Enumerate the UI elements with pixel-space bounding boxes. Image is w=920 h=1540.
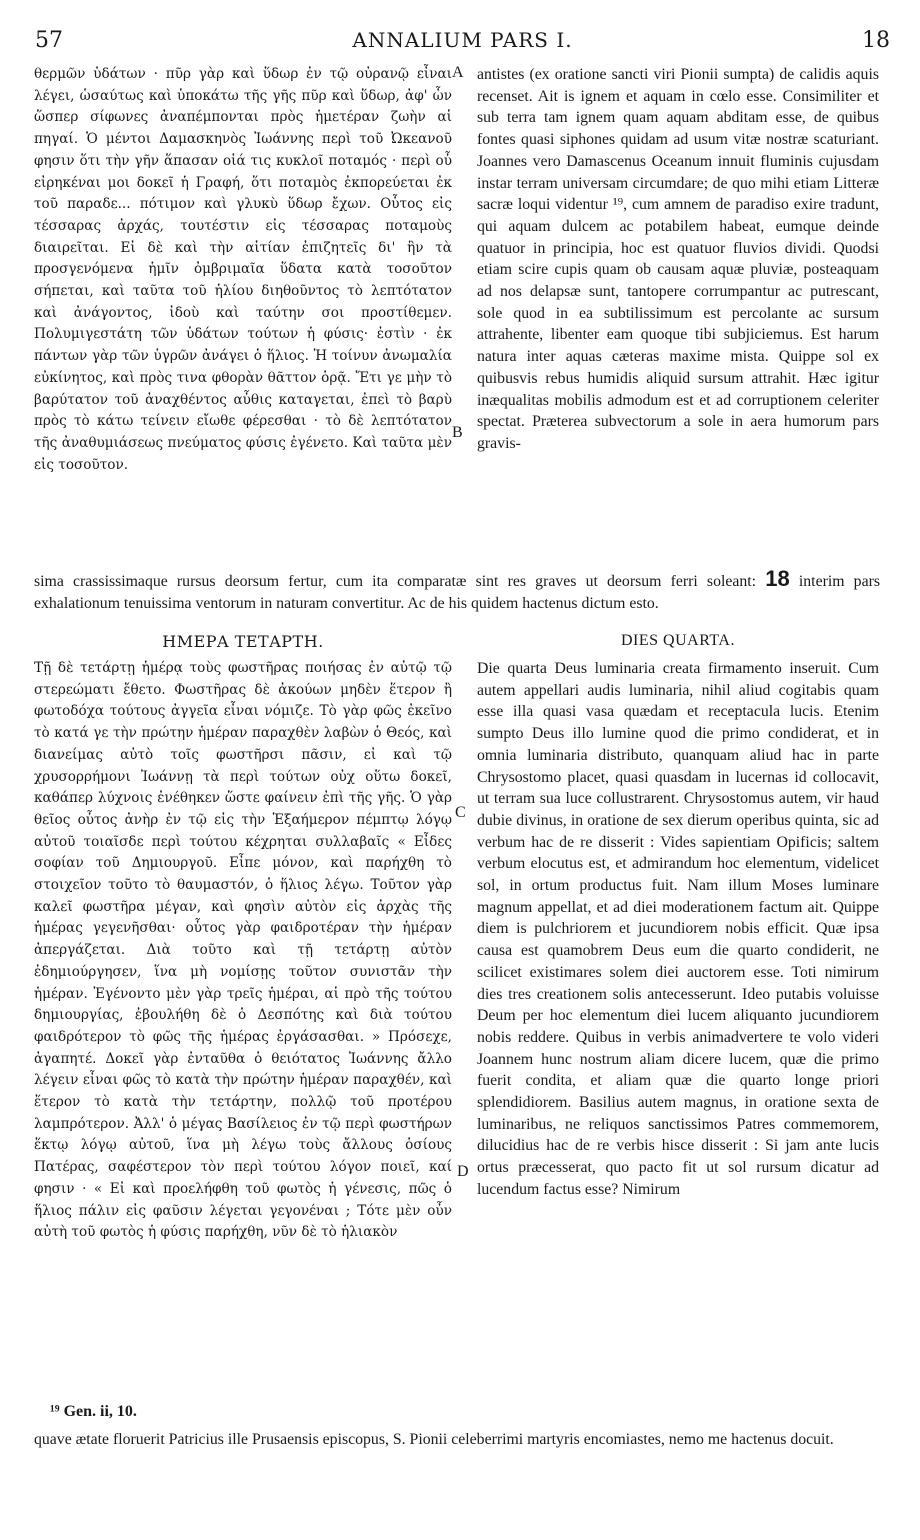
bottom-note: quave ætate floruerit Patricius ille Prusaensis episcopus, S. Pionii celeberrimi martyris encomiastes, nemo me hactenus docuit. <box>34 1431 834 1448</box>
page-number-right: 18 <box>862 28 890 53</box>
greek-paragraph-bottom: Τῇ δὲ τετάρτῃ ἡμέρᾳ τοὺς φωστῆρας ποιήσας ἐν αὐτῷ τῷ στερεώματι ἔθετο. Φωστῆρας δὲ ἀκούων μηδὲν ἕτερον ἢ φωτοδόχα τούτους ἀγγεῖα εἶναι νόμιζε. Τὸ γὰρ φῶς ἐκεῖνο τὸ κατά γε τὴν πρώτην ἡμέραν παραχθὲν λαβὼν ὁ Θεός, καὶ διανείμας αὐτὸ τοῖς φωστῆρσι πᾶσιν, εἰ καὶ τῷ χρυσορρήμονι Ἰωάννῃ τὰ περὶ τούτων οὐχ οὕτω δοκεῖ, καθάπερ λύχνοις ἐνέθηκεν ὥστε φαίνειν ἐπὶ τῆς γῆς. Ὁ γὰρ θεῖος οὗτος ἀνὴρ ἐν τῷ εἰς τὴν Ἑξαήμερον πέμπτῳ λόγῳ αὐτοῦ τοιαῖσδε περὶ τούτου κέχρηται συλλαβαῖς « Εἶδες σοφίαν τοῦ Δημιουργοῦ. Εἶπε μόνον, καὶ παρήχθη τὸ στοιχεῖον τοῦτο τὸ θαυμαστόν, ὁ ἥλιος λέγω. Τοῦτον γὰρ καλεῖ φωστῆρα μέγαν, καὶ φησὶν αὐτὸν εἰς ἀρχὰς τῆς ἡμέρας γεγενῆσθαι· οὗτος γὰρ φαιδροτέραν τὴν ἡμέραν ἀπεργάζεται. Διὰ τοῦτο καὶ τῇ τετάρτῃ αὐτὸν ἐδημιούργησεν, ἵνα μὴ νομίσῃς τοῦτον συνιστᾶν τὴν ἡμέραν. Ἐγένοντο μὲν γὰρ τρεῖς ἡμέραι, αἱ πρὸ τῆς τούτου δημιουργίας, ἐβουλήθη δὲ ὁ Δεσπότης καὶ διὰ τούτου φαιδρότερον τὸ φῶς τῆς ἡμέρας ἐργάσασθαι. » Πρόσεχε, ἀγαπητέ. Δοκεῖ γὰρ ἐνταῦθα ὁ θειότατος Ἰωάννης ἄλλο λέγειν εἶναι φῶς τὸ κατὰ τὴν πρώτην ἡμέραν παραχθέν, καὶ ἕτερον τὸ κατὰ τὴν τετάρτην, πολλῷ τοῦ προτέρου λαμπρότερον. Ἀλλ' ὁ μέγας Βασίλειος ἐν τῷ περὶ φωστήρων ἕκτῳ λόγῳ αὐτοῦ, ἵνα μὴ λέγω τοὺς ἄλλους ὁσίους Πατέρας, σαφέστερον τὸν περὶ τούτου λόγον ποιεῖ, καί φησιν · « Εἰ καὶ προελήφθη τοῦ φωτὸς ἡ γένεσις, πῶς ὁ ἥλιος πάλιν εἰς φαῦσιν λέγεται γεγονέναι ; Τότε μὲν οὖν αὐτὴ τοῦ φωτὸς ἡ φύσις παρήχθη, νῦν δὲ τὸ ἡλιακὸν <box>34 660 452 1241</box>
page-number-left: 57 <box>35 28 63 53</box>
latin-section-heading: DIES QUARTA. <box>621 632 735 649</box>
latin-paragraph-bottom: Die quarta Deus luminaria creata firmamento inseruit. Cum autem appellari audis luminaria, nihil aliud cogitabis quam esse illa quasi vasa quædam et receptacula lucis. Etenim sumpto Deus illo lumine quod die primo condiderat, et in omnia luminaria distributo, quanquam aliud hac in parte Chrysostomo placet, quasi quasdam in lucernas id collocavit, ut terram sua luce collustrarent. Chrysostomus autem, vir haud dubie divinus, in oratione de sex dierum operibus quinta, sic ad verbum hac de re disserit : Vides sapientiam Opificis; saltem verbum elocutus est, et admirandum hoc elementum, videlicet sol, in ortum productus fuit. Nam illum Moses luminare magnum appellat, et ad diei moderationem factum ait. Quippe diem is pulchriorem et jucundiorem nobis efficit. Quæ ipsa causa est quamobrem Deus eum die quarto condiderit, ne scilicet existimares solem diei auctorem esse. Toti nimirum dies tres creationem solis antecesserunt. Ideo putabis voluisse Deum per hoc elementum diei lucem aliquanto jucundiorem nobis reddere. Quibus in verbis animadvertere te volo videri Joannem hunc nostrum aliam dicere lucem, quæ die primo fuerit condita, et aliam quæ die quarto longe priori splendidiorem. Basilius autem magnus, in oratione sexta de luminaribus, ne reliquos sanctissimos Patres commemorem, dilucidius hac de re verbis hisce disserit : Si jam ante lucis ortus præcesserat, quo pacto fit ut sol rursum dicatur ad lucendum factus esse? Nimirum <box>477 660 879 1198</box>
greek-column-top <box>34 64 452 476</box>
margin-marker-b: B <box>452 424 463 441</box>
footnote: ¹⁹ Gen. ii, 10. <box>50 1403 137 1420</box>
latin-column-top <box>477 64 879 455</box>
running-title: ANNALIUM PARS I. <box>352 28 573 52</box>
latin-column-bottom <box>477 658 879 1201</box>
margin-marker-c: C <box>455 804 466 821</box>
greek-paragraph-top: θερμῶν ὑδάτων · πῦρ γὰρ καὶ ὕδωρ ἐν τῷ οὐρανῷ εἶναι λέγει, ὡσαύτως καὶ ὑποκάτω τῆς γῆς πῦρ καὶ ὕδωρ, ἀφ' ὧν ὥσπερ σίφωνες ἀναπέμπονται πρὸς ἡμετέραν ζωὴν αἱ πηγαί. Ὁ μέντοι Δαμασκηνὸς Ἰωάννης περὶ τοῦ Ὠκεανοῦ φησιν ὅτι τὴν γῆν ἅπασαν οἱά τις κυκλοῖ ποταμός · περὶ οὗ εἰρηκέναι μοι δοκεῖ ἡ Γραφή, ὅτι ποταμὸς ἐκπορεύεται ἐκ τοῦ παραδε... πότιμον καὶ γλυκὺ ὕδωρ ἔχων. Οὗτος εἰς τέσσαρας ἀρχάς, τουτέστιν εἰς τέσσαρας ποταμοὺς διαιρεῖται. Εἰ δὲ καὶ τὴν αἰτίαν ἐπιζητεῖς δι' ἣν τὰ προσγενόμενα ἡμῖν ὀμβριμαῖα ὕδατα κατὰ τοσοῦτον σήπεται, καὶ ταῦτα τοῦ ἡλίου διηθοῦντος τὸ λεπτότατον καὶ ἀνάγοντος, ἰδοὺ καὶ ταύτην σοι προστίθεμεν. Πολυμιγεστάτη τῶν ὑδάτων τούτων ἡ φύσις· ἐστὶν · ἐκ πάντων γὰρ τῶν ὑγρῶν ἀνάγει ὁ ἥλιος. Ἡ τοίνυν ἀνωμαλία εὐκίνητος, καὶ πρὸς τινα φθορὰν θᾶττον ὁρᾷ. Ἔτι γε μὴν τὸ βαρύτατον τοῦ ἀναχθέντος αὖθις καταγεται, ἐπεὶ τὸ βαρὺ πρὸς τὸ κάτω τείνειν εἴωθε φέρεσθαι · τὸ δὲ λεπτότατον τῆς ἀναθυμιάσεως πνεύματος φύσις ἐγένετο. Καὶ ταῦτα μὲν εἰς τοσοῦτον. <box>34 66 452 473</box>
margin-marker-d: D <box>457 1163 469 1180</box>
spanning-text-part-b: interim pars exhalationum tenuissima ventorum in naturam convertitur. Ac de his quidem hactenus dictum esto. <box>34 573 880 612</box>
page-header <box>35 28 890 58</box>
section-number: 18 <box>765 566 790 591</box>
spanning-text-part-a: sima crassissimaque rursus deorsum fertur, cum ita comparatæ sint res graves ut deorsum ferri soleant: <box>34 573 757 590</box>
greek-column-bottom <box>34 658 452 1244</box>
greek-section-heading: ΗΜΕΡΑ ΤΕΤΑΡΤΗ. <box>162 632 324 651</box>
latin-paragraph-top: antistes (ex oratione sancti viri Pionii sumpta) de calidis aquis recenset. Ait is ignem et aquam in cœlo esse. Consimiliter et sub terra tam ignem quam aquam abditam esse, de quibus fontes quasi siphones quidam ad usum vitæ nostræ scaturiant. Joannes vero Damascenus Oceanum innuit fluminis cujusdam instar terram universam circumdare; de quo mihi etiam Litteræ sacræ loqui videntur ¹⁹, cum amnem de paradiso exire tradunt, qui aquam dulcem ac potabilem habeat, eumque deinde quatuor in principia, hoc est quatuor fluvios dividi. Quodsi etiam scire cupis quam ob causam aquæ pluviæ, posteaquam ad nos delapsæ sunt, tantopere corrumpantur ac putrescant, sole quod in ea subtilissimum est percolante ac sursum attrahente, libenter eam quoque tibi subjiciemus. Est harum natura inter aquas cæteras maxime mista. Quippe sol ex quibusvis rebus humidis aliquid sursum attrahit. Hæc igitur inæqualitas mobilis admodum est et ad corruptionem celeriter spectat. Præterea subvectorum a sole in aera humorum pars gravis- <box>477 66 879 452</box>
margin-marker-a: A <box>452 64 464 81</box>
spanning-latin-text <box>34 568 880 614</box>
